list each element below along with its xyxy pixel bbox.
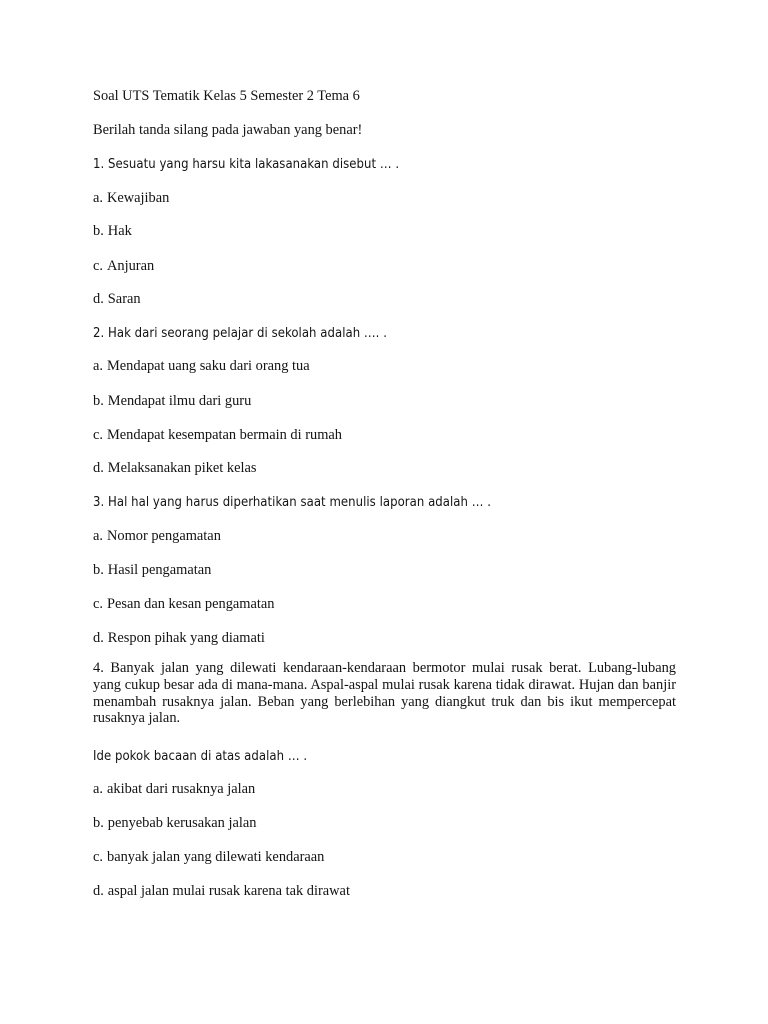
option-3b (93, 562, 211, 579)
question-number: 1. (93, 157, 105, 172)
option-2c (93, 427, 342, 444)
option-4a (93, 781, 255, 798)
question-4-passage (93, 660, 676, 727)
document-title: Soal UTS Tematik Kelas 5 Semester 2 Tema 6 (93, 88, 360, 104)
option-text: Anjuran (107, 258, 155, 274)
option-letter: c. (93, 258, 103, 274)
option-letter: d. (93, 460, 104, 476)
option-2b (93, 393, 251, 410)
option-text: Mendapat kesempatan bermain di rumah (107, 427, 342, 443)
question-3 (93, 494, 491, 511)
question-number: 3. (93, 495, 105, 510)
option-4b (93, 815, 256, 832)
option-text: Pesan dan kesan pengamatan (107, 596, 275, 612)
option-text: Mendapat ilmu dari guru (107, 393, 252, 409)
option-3a (93, 528, 221, 545)
option-letter: c. (93, 427, 103, 443)
option-letter: b. (93, 223, 104, 239)
question-1 (93, 156, 399, 173)
instruction-text: Berilah tanda silang pada jawaban yang benar! (93, 122, 363, 138)
question-2 (93, 325, 387, 342)
option-letter: d. (93, 883, 104, 899)
option-1d (93, 291, 141, 308)
question-text: Hal hal yang harus diperhatikan saat menulis laporan adalah … . (108, 495, 492, 510)
option-4d (93, 883, 350, 900)
option-4c (93, 849, 324, 866)
question-4: Ide pokok bacaan di atas adalah … . (93, 749, 308, 764)
option-2a (93, 358, 310, 375)
option-letter: a. (93, 528, 103, 544)
passage-text: Banyak jalan yang dilewati kendaraan-kendaraan bermotor mulai rusak berat. Lubang-lubang yang cukup besar ada di mana-mana. Aspal-aspal mulai rusak karena tidak dirawat. Hujan dan banjir menambah rusaknya jalan. Beban yang berlebihan yang diangkut truk dan bis ikut mempercepat rusaknya jalan. (93, 660, 676, 727)
option-text: banyak jalan yang dilewati kendaraan (107, 849, 325, 865)
option-letter: d. (93, 630, 104, 646)
question-number: 2. (93, 326, 105, 341)
question-text: Hak dari seorang pelajar di sekolah adalah …. . (108, 326, 387, 341)
option-letter: d. (93, 291, 104, 307)
option-letter: c. (93, 849, 103, 865)
option-1c (93, 258, 154, 275)
option-text: Kewajiban (107, 190, 170, 206)
option-text: Hasil pengamatan (107, 562, 212, 578)
option-letter: b. (93, 815, 104, 831)
option-text: Nomor pengamatan (107, 528, 221, 544)
option-1b (93, 223, 132, 240)
question-text: Sesuatu yang harsu kita lakasanakan disebut … . (108, 157, 400, 172)
option-text: akibat dari rusaknya jalan (107, 781, 256, 797)
option-text: Melaksanakan piket kelas (107, 460, 257, 476)
option-letter: b. (93, 562, 104, 578)
option-letter: b. (93, 393, 104, 409)
option-letter: a. (93, 781, 103, 797)
option-2d (93, 460, 256, 477)
option-text: aspal jalan mulai rusak karena tak dirawat (107, 883, 350, 899)
option-letter: a. (93, 358, 103, 374)
question-number: 4. (93, 660, 104, 676)
option-3d (93, 630, 265, 647)
option-text: Hak (107, 223, 132, 239)
option-letter: a. (93, 190, 103, 206)
option-text: Saran (107, 291, 141, 307)
option-3c (93, 596, 274, 613)
option-text: penyebab kerusakan jalan (107, 815, 257, 831)
option-text: Respon pihak yang diamati (107, 630, 265, 646)
option-letter: c. (93, 596, 103, 612)
option-1a (93, 190, 169, 207)
option-text: Mendapat uang saku dari orang tua (107, 358, 310, 374)
